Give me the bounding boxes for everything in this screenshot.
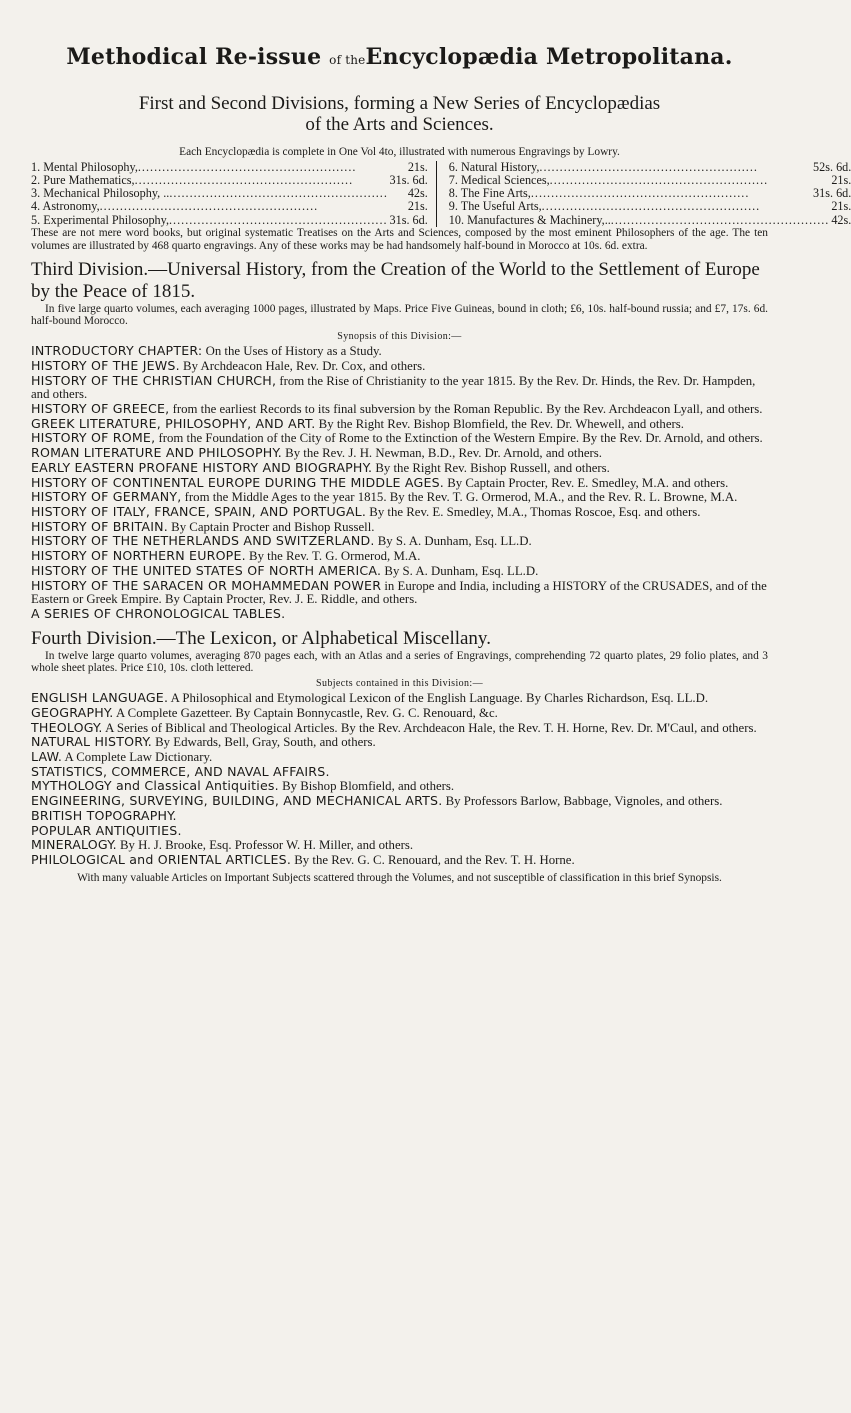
entry-text: from the Middle Ages to the year 1815. By the Rev. T. G. Ormerod, M.A., and the Rev. R. L. Browne, M.A.: [181, 490, 738, 505]
synopsis-entry: [31, 564, 768, 579]
volume-name: 7. Medical Sciences,: [448, 172, 550, 187]
entry-text: A Complete Law Dictionary.: [62, 750, 213, 765]
synopsis-entry: [31, 374, 768, 402]
entry-heading: ROMAN LITERATURE AND PHILOSOPHY.: [31, 445, 282, 461]
entry-text: By Captain Procter and Bishop Russell.: [167, 519, 375, 534]
entry-heading: INTRODUCTORY CHAPTER:: [31, 343, 203, 359]
closing-note: With many valuable Articles on Important Subjects scattered through the Volumes, and not susceptible of classification in this brief Synopsis.: [77, 871, 722, 884]
entry-text: A Complete Gazetteer. By Captain Bonnycastle, Rev. G. C. Renouard, &c.: [113, 705, 498, 720]
entry-heading: HISTORY OF GERMANY,: [31, 489, 182, 505]
volume-item: [449, 161, 851, 174]
synopsis-entry: [31, 765, 768, 780]
volume-name: 5. Experimental Philosophy,: [31, 212, 169, 227]
volume-price: 21s.: [831, 199, 851, 214]
entry-heading: EARLY EASTERN PROFANE HISTORY AND BIOGRAPHY.: [31, 459, 373, 475]
entry-text: By Archdeacon Hale, Rev. Dr. Cox, and others.: [179, 358, 426, 373]
entry-text: By Edwards, Bell, Gray, South, and others.: [151, 735, 376, 750]
series-title: [31, 93, 768, 135]
entry-heading: MYTHOLOGY and Classical Antiquities.: [31, 778, 279, 794]
entry-text: By the Right Rev. Bishop Russell, and others.: [372, 460, 610, 475]
entry-heading: POPULAR ANTIQUITIES.: [31, 822, 182, 838]
synopsis-entry: [31, 579, 768, 607]
entry-text: By the Rev. J. H. Newman, B.D., Rev. Dr. Arnold, and others.: [281, 446, 602, 461]
entry-text: By H. J. Brooke, Esq. Professor W. H. Miller, and others.: [116, 838, 414, 853]
synopsis-entry: [31, 344, 768, 359]
masthead-of: of the: [329, 53, 366, 67]
entry-text: in Europe and India, including a HISTORY of the CRUSADES, and of the Eastern or Greek Empire. By Captain Procter, Rev. J. E. Riddle, and others.: [31, 578, 767, 607]
volume-item: [31, 200, 428, 213]
intro-line: Each Encyclopædia is complete in One Vol 4to, illustrated with numerous Engravings by Lowry.: [179, 146, 620, 158]
volume-price: 21s.: [407, 199, 428, 214]
entry-heading: HISTORY OF GREECE,: [31, 401, 170, 417]
entry-text: By the Rev. G. C. Renouard, and the Rev. T. H. Horne.: [291, 852, 575, 867]
volume-price: 52s. 6d.: [813, 159, 851, 174]
entry-text: By the Rev. E. Smedley, M.A., Thomas Roscoe, Esq. and others.: [366, 505, 701, 519]
entry-heading: HISTORY OF THE UNITED STATES OF NORTH AMERICA.: [31, 562, 382, 578]
volume-item: [449, 174, 851, 187]
third-division-title: Third Division.—Universal History, from the Creation of the World to the Settlement of Europe by the Peace of 1815.: [31, 258, 760, 302]
volume-name: 6. Natural History,: [448, 159, 540, 174]
synopsis-entry: [31, 794, 768, 809]
synopsis-entry: [31, 607, 768, 622]
leader-dots: ......................................................: [169, 186, 388, 201]
leader-dots: ......................................................: [134, 172, 354, 187]
synopsis-entry: [31, 853, 768, 868]
volume-name: 1. Mental Philosophy,: [31, 159, 138, 174]
synopsis-entry: [31, 721, 768, 736]
entry-heading: NATURAL HISTORY.: [31, 734, 152, 750]
entry-text: On the Uses of History as a Study.: [202, 344, 382, 359]
synopsis-entry: [31, 505, 768, 520]
leader-dots: ......................................................: [610, 212, 830, 227]
volume-name: 2. Pure Mathematics,: [31, 172, 135, 187]
synopsis-entry: [31, 490, 768, 505]
synopsis-entry: [31, 838, 768, 853]
synopsis-entry: [31, 402, 768, 417]
entry-heading: THEOLOGY.: [31, 719, 103, 735]
volume-item: [31, 214, 428, 227]
entry-heading: ENGLISH LANGUAGE.: [31, 690, 169, 706]
volume-price: 21s.: [831, 172, 851, 187]
entry-text: By S. A. Dunham, Esq. LL.D.: [374, 534, 532, 549]
entry-heading: STATISTICS, COMMERCE, AND NAVAL AFFAIRS.: [31, 763, 330, 779]
fourth-division-entries: [31, 691, 768, 867]
volume-name: 3. Mechanical Philosophy, ..: [31, 186, 170, 201]
synopsis-entry: [31, 520, 768, 535]
entry-heading: BRITISH TOPOGRAPHY.: [31, 807, 177, 823]
entry-text: By the Rev. T. G. Ormerod, M.A.: [245, 549, 421, 564]
leader-dots: ......................................................: [137, 159, 357, 174]
entry-text: By the Right Rev. Bishop Blomfield, the Rev. Dr. Whewell, and others.: [315, 416, 684, 431]
masthead: [31, 0, 768, 73]
series-title-line2: of the Arts and Sciences.: [305, 114, 494, 135]
entry-heading: HISTORY OF THE CHRISTIAN CHURCH,: [31, 372, 277, 388]
entry-heading: HISTORY OF NORTHERN EUROPE.: [31, 548, 246, 564]
volume-name: 10. Manufactures & Machinery,..: [448, 212, 611, 227]
entry-heading: ENGINEERING, SURVEYING, BUILDING, AND MECHANICAL ARTS.: [31, 793, 443, 809]
entry-heading: LAW.: [31, 749, 63, 765]
synopsis-entry: [31, 809, 768, 824]
leader-dots: ......................................................: [169, 212, 388, 227]
masthead-part2: Encyclopædia Metropolitana.: [365, 44, 733, 70]
leader-dots: ......................................................: [530, 186, 750, 201]
synopsis-entry: [31, 359, 768, 374]
entry-heading: HISTORY OF ROME,: [31, 430, 156, 446]
synopsis-entry: [31, 417, 768, 432]
volume-item: [31, 161, 428, 174]
leader-dots: ......................................................: [539, 159, 758, 174]
volume-price: 31s. 6d.: [389, 172, 428, 187]
volume-name: 9. The Useful Arts,: [448, 199, 542, 214]
masthead-part1: Methodical Re-issue: [66, 44, 322, 70]
volume-name: 4. Astronomy,: [31, 199, 100, 214]
volumes-note: These are not mere word books, but original systematic Treatises on the Arts and Sciences, composed by the most eminent Philosophers of the age. The ten volumes are illustrated by 468 quarto engravings. Any of these works may be had handsomely half-bound in Morocco at 10s. 6d. extra.: [31, 227, 768, 252]
entry-text: from the earliest Records to its final subversion by the Roman Republic. By the Rev. Archdeacon Lyall, and others.: [169, 402, 763, 417]
volume-name: 8. The Fine Arts,: [448, 186, 531, 201]
synopsis-entry: [31, 691, 768, 706]
entry-heading: GEOGRAPHY.: [31, 704, 114, 720]
entry-heading: A SERIES OF CHRONOLOGICAL TABLES.: [31, 605, 286, 621]
fourth-division-description: In twelve large quarto volumes, averaging 870 pages each, with an Atlas and a series of Engravings, comprehending 72 quarto plates, 29 folio plates, and 3 whole sheet plates. Price £10, 10s. cloth lettered.: [31, 649, 768, 675]
fourth-division-title: Fourth Division.—The Lexicon, or Alphabetical Miscellany.: [31, 627, 491, 649]
synopsis-entry: [31, 461, 768, 476]
synopsis-entry: [31, 735, 768, 750]
fourth-division-subjects-label: Subjects contained in this Division:—: [315, 678, 483, 690]
volume-list-right: [437, 161, 851, 227]
synopsis-entry: [31, 534, 768, 549]
entry-heading: HISTORY OF THE SARACEN OR MOHAMMEDAN POWER: [31, 577, 382, 593]
volume-price: 31s. 6d.: [389, 212, 428, 227]
third-division-synopsis-label: Synopsis of this Division:—: [337, 331, 462, 343]
third-division-entries: [31, 344, 768, 621]
synopsis-entry: [31, 431, 768, 446]
leader-dots: ......................................................: [549, 172, 769, 187]
volume-price: 42s.: [407, 186, 428, 201]
volume-price: 42s.: [831, 212, 851, 227]
entry-text: By S. A. Dunham, Esq. LL.D.: [381, 563, 539, 578]
volume-item: [449, 214, 851, 227]
volume-item: [31, 187, 428, 200]
synopsis-entry: [31, 706, 768, 721]
entry-heading: HISTORY OF BRITAIN.: [31, 518, 168, 534]
entry-heading: HISTORY OF THE NETHERLANDS AND SWITZERLAND.: [31, 533, 375, 549]
entry-text: from the Foundation of the City of Rome to the Extinction of the Western Empire. By the Rev. Dr. Arnold, and others.: [155, 431, 763, 446]
synopsis-entry: [31, 779, 768, 794]
volume-price: 21s.: [407, 159, 428, 174]
entry-heading: GREEK LITERATURE, PHILOSOPHY, AND ART.: [31, 415, 316, 431]
entry-heading: PHILOLOGICAL and ORIENTAL ARTICLES.: [31, 851, 292, 867]
entry-heading: HISTORY OF ITALY, FRANCE, SPAIN, AND PORTUGAL.: [31, 504, 367, 519]
entry-text: A Philosophical and Etymological Lexicon of the English Language. By Charles Richardson, Esq. LL.D.: [168, 691, 709, 706]
synopsis-entry: [31, 750, 768, 765]
synopsis-entry: [31, 824, 768, 839]
leader-dots: ......................................................: [541, 199, 761, 214]
entry-text: By Bishop Blomfield, and others.: [278, 779, 455, 794]
volume-list-left: [31, 161, 437, 227]
synopsis-entry: [31, 476, 768, 491]
synopsis-entry: [31, 446, 768, 461]
series-title-line1: First and Second Divisions, forming a New Series of Encyclopædias: [138, 93, 661, 114]
volume-price: 31s. 6d.: [813, 186, 851, 201]
volume-item: [449, 200, 851, 213]
synopsis-entry: [31, 549, 768, 564]
volume-list: [31, 159, 851, 227]
entry-text: from the Rise of Christianity to the year 1815. By the Rev. Dr. Hinds, the Rev. Dr. Hampden, and others.: [31, 373, 756, 402]
volume-item: [31, 174, 428, 187]
third-division-description: In five large quarto volumes, each averaging 1000 pages, illustrated by Maps. Price Five Guineas, bound in cloth; £6, 10s. half-bound russia; and £7, 17s. 6d. half-bound Morocco.: [31, 302, 768, 328]
entry-text: By Professors Barlow, Babbage, Vignoles, and others.: [442, 794, 723, 809]
entry-heading: HISTORY OF CONTINENTAL EUROPE DURING THE MIDDLE AGES.: [31, 474, 445, 490]
entry-text: A Series of Biblical and Theological Articles. By the Rev. Archdeacon Hale, the Rev. T. H. Horne, Rev. Dr. M'Caul, and others.: [102, 720, 757, 735]
entry-text: By Captain Procter, Rev. E. Smedley, M.A. and others.: [444, 475, 729, 490]
entry-heading: HISTORY OF THE JEWS.: [31, 357, 180, 373]
volume-item: [449, 187, 851, 200]
entry-heading: MINERALOGY.: [31, 837, 117, 853]
leader-dots: ......................................................: [99, 199, 319, 214]
